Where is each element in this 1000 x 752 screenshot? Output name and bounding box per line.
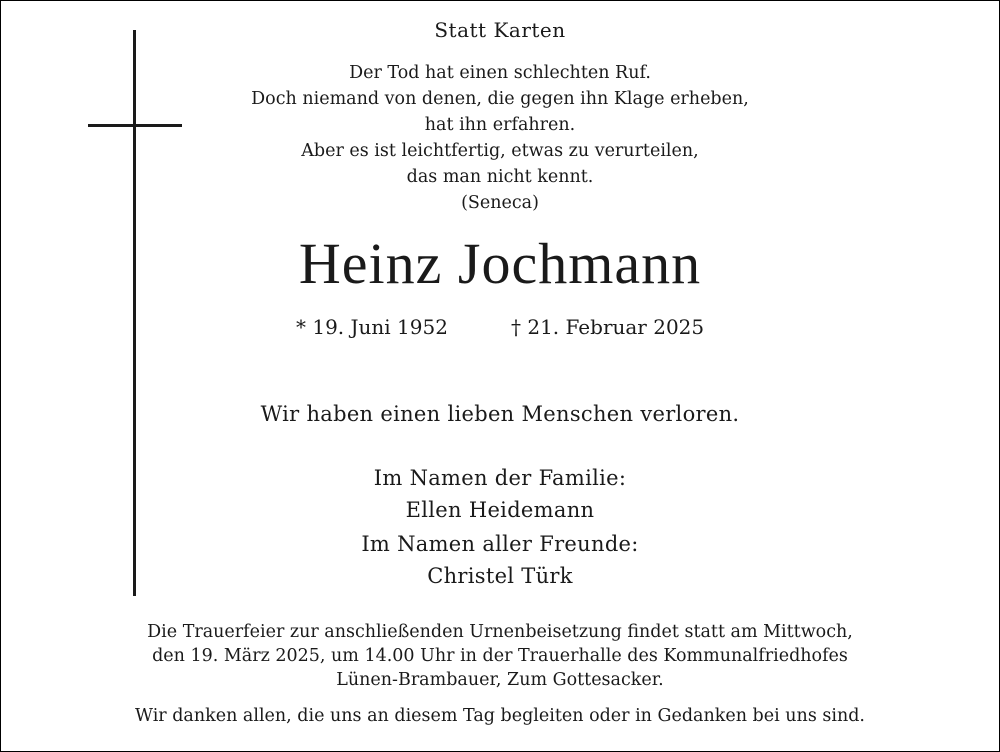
mourning-text: Wir haben einen lieben Menschen verloren. [260,402,740,426]
deceased-name: Heinz Jochmann [298,231,702,296]
ceremony-line: Lünen-Brambauer, Zum Gottesacker. [336,670,664,690]
quote-attribution: (Seneca) [461,193,539,213]
ceremony-details [0,620,1000,692]
ceremony-line: den 19. März 2025, um 14.00 Uhr in der Trauerhalle des Kommunalfriedhofes [152,646,848,666]
thanks-text: Wir danken allen, die uns an diesem Tag begleiten oder in Gedanken bei uns sind. [135,706,865,726]
quote-line: Aber es ist leichtfertig, etwas zu verurteilen, [301,141,699,161]
family-label: Im Namen der Familie: [373,466,627,490]
death-date: † 21. Februar 2025 [511,315,705,339]
signatures [0,462,1000,592]
family-name: Ellen Heidemann [405,498,595,522]
friends-name: Christel Türk [427,564,573,588]
friends-label: Im Namen aller Freunde: [361,532,639,556]
quote [0,60,1000,216]
quote-line: hat ihn erfahren. [424,115,576,135]
quote-line: Doch niemand von denen, die gegen ihn Klage erheben, [251,89,749,109]
header-note: Statt Karten [434,18,566,42]
quote-line: das man nicht kennt. [406,167,594,187]
ceremony-line: Die Trauerfeier zur anschließenden Urnenbeisetzung findet statt am Mittwoch, [147,622,853,642]
birth-date: * 19. Juni 1952 [296,315,448,339]
quote-line: Der Tod hat einen schlechten Ruf. [349,63,651,83]
